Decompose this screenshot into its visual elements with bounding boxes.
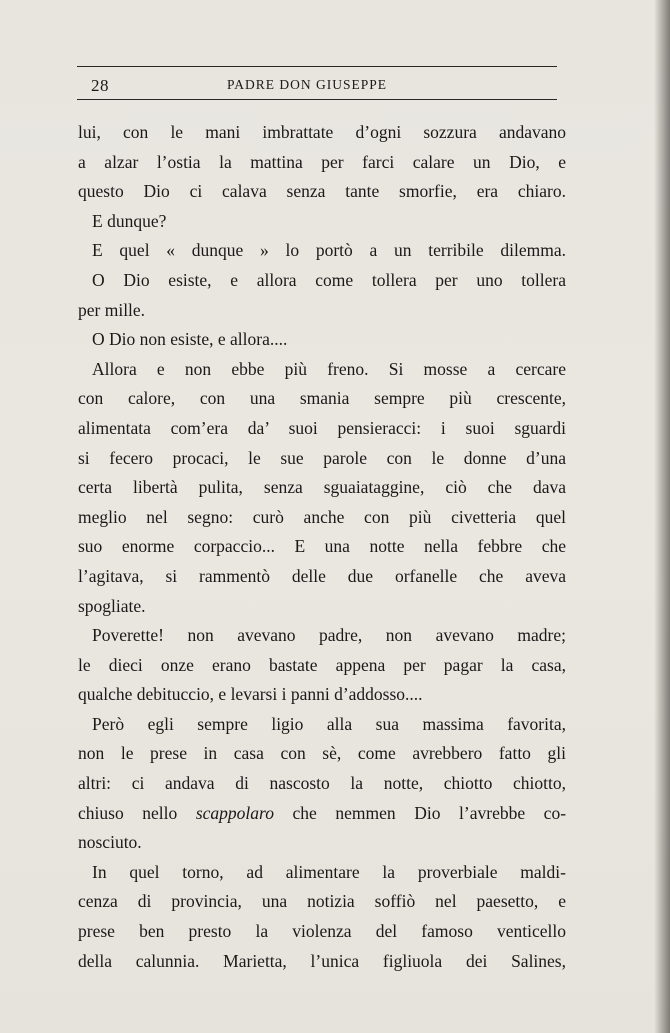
text-line: per mille. <box>78 299 146 320</box>
text-line: E dunque? <box>92 210 167 231</box>
text-line: Poverette! non avevano padre, non avevano madre; <box>92 625 566 646</box>
text-line: O Dio esiste, e allora come tollera per uno tollera <box>92 269 566 290</box>
text-line: Però egli sempre ligio alla sua massima favorita, <box>92 713 566 734</box>
text-line-mixed <box>78 799 566 829</box>
text-line: l’agitava, si rammentò delle due orfanelle che aveva <box>78 565 566 586</box>
header-rule-top <box>77 66 557 67</box>
page-edge-shadow <box>654 0 670 1033</box>
text-line: E quel « dunque » lo portò a un terribile dilemma. <box>92 240 566 261</box>
text-line: meglio nel segno: curò anche con più civetteria quel <box>78 506 566 527</box>
text-segment: che nemmen Dio l’avrebbe co- <box>292 802 567 823</box>
text-line: O Dio non esiste, e allora.... <box>92 329 288 350</box>
page-header <box>77 66 557 102</box>
text-segment: chiuso nello <box>78 802 178 823</box>
text-line: cenza di provincia, una notizia soffiò nel paesetto, e <box>78 891 566 912</box>
text-line: non le prese in casa con sè, come avrebbero fatto gli <box>78 743 566 764</box>
text-line: della calunnia. Marietta, l’unica figliuola dei Salines, <box>78 950 566 971</box>
text-line: altri: ci andava di nascosto la notte, chiotto chiotto, <box>78 773 566 794</box>
text-line: alimentata com’era da’ suoi pensieracci: i suoi sguardi <box>78 417 566 438</box>
text-line: spogliate. <box>78 595 146 616</box>
text-line: si fecero procaci, le sue parole con le donne d’una <box>78 447 566 468</box>
text-line: nosciuto. <box>78 832 142 853</box>
text-line: questo Dio ci calava senza tante smorfie, era chiaro. <box>78 181 566 202</box>
italic-term: scappolaro <box>195 802 274 823</box>
text-line: suo enorme corpaccio... E una notte nella febbre che <box>78 536 566 557</box>
running-title: PADRE DON GIUSEPPE <box>227 77 388 92</box>
text-line: con calore, con una smania sempre più crescente, <box>78 388 566 409</box>
text-line: a alzar l’ostia la mattina per farci calare un Dio, e <box>78 151 566 172</box>
text-line: certa libertà pulita, senza sguaiataggine, ciò che dava <box>78 477 566 498</box>
body-text <box>78 118 566 976</box>
text-line: In quel torno, ad alimentare la proverbiale maldi- <box>92 861 566 882</box>
page-number: 28 <box>91 76 109 95</box>
text-line: qualche debituccio, e levarsi i panni d’addosso.... <box>78 684 423 705</box>
text-line: lui, con le mani imbrattate d’ogni sozzura andavano <box>78 122 566 142</box>
text-line: Allora e non ebbe più freno. Si mosse a cercare <box>92 358 566 379</box>
text-line: prese ben presto la violenza del famoso venticello <box>78 921 566 942</box>
text-line: le dieci onze erano bastate appena per pagar la casa, <box>78 654 566 675</box>
header-rule-bottom <box>77 99 557 100</box>
